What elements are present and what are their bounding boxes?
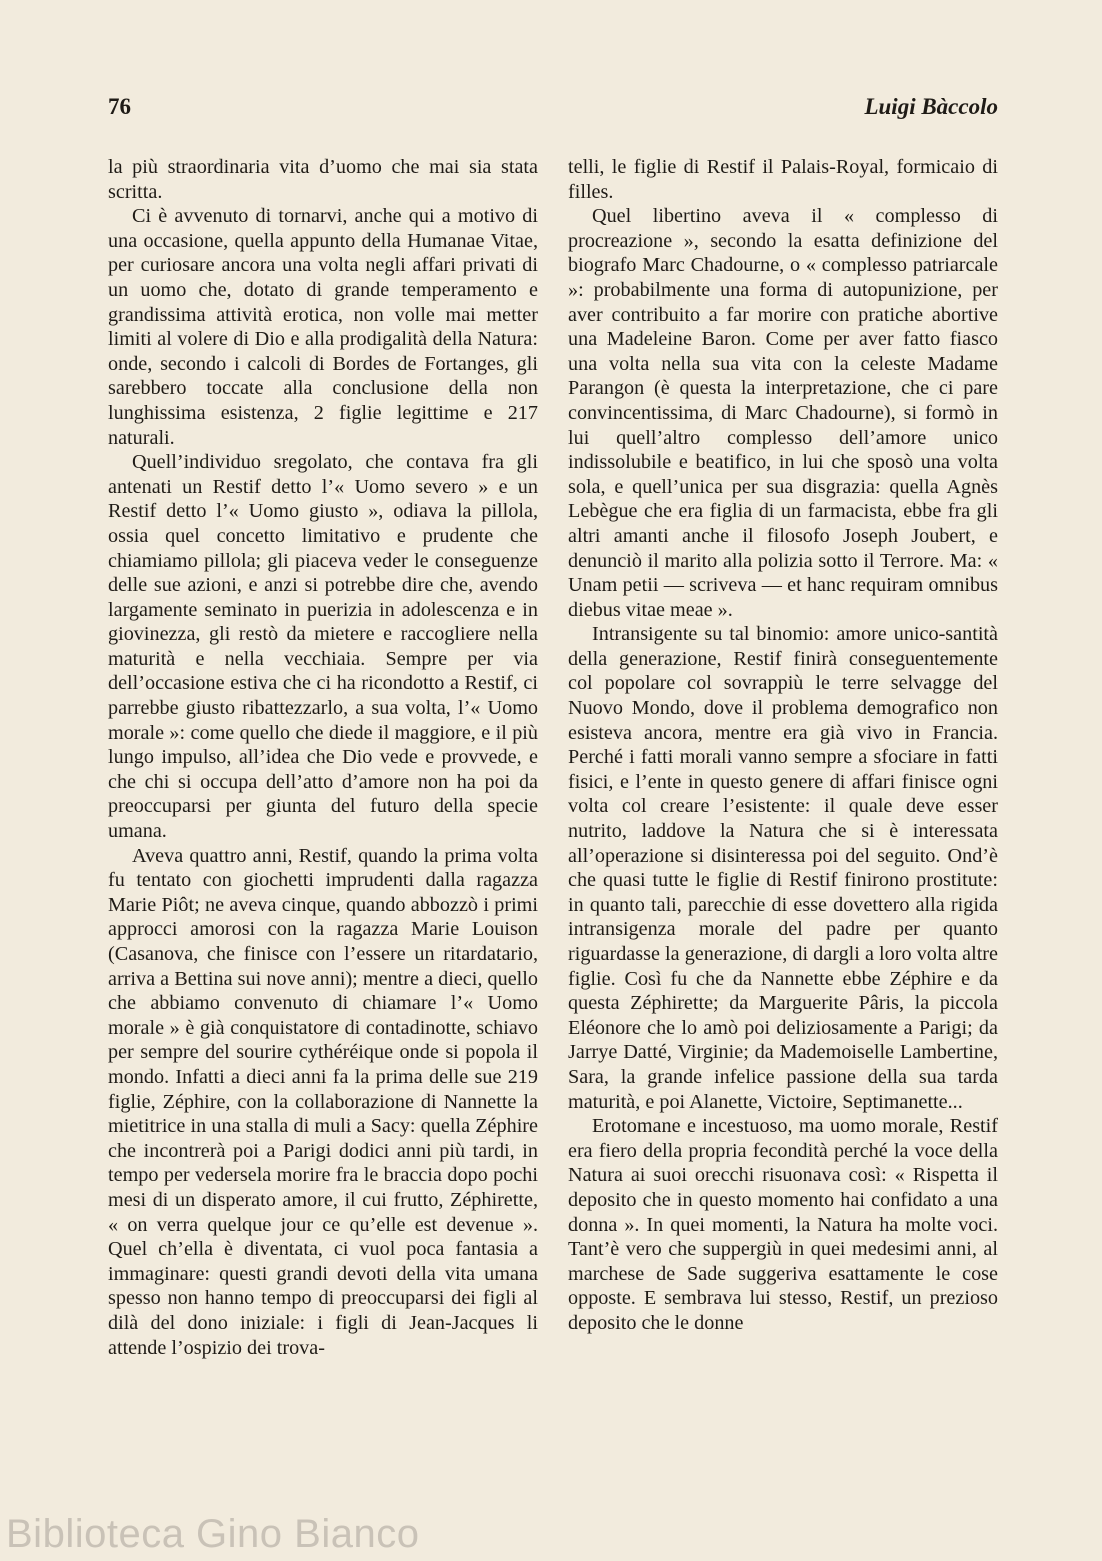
page-number: 76 xyxy=(108,94,131,119)
paragraph: Ci è avvenuto di tornarvi, anche qui a motivo di una occasione, quella appunto della Humanae Vitae, per curiosare ancora una volta negli affari privati di un uomo che, dotato di grande temperamento e grandissima attività erotica, non volle mai metter limiti al volere di Dio e alla prodigalità della Natura: onde, secondo i calcoli di Bordes de Fortanges, gli sarebbero toccate alla conclusione della non lunghissima esistenza, 2 figlie legittime e 217 naturali. xyxy=(108,205,538,449)
paragraph: Quel libertino aveva il « complesso di procreazione », secondo la esatta definizione del biografo Marc Chadourne, o « complesso patriarcale »: probabilmente una forma di autopunizione, per aver contribuito a far morire con pratiche abortive una Madeleine Baron. Come per aver fatto fiasco una volta nella sua vita con la celeste Madame Parangon (è questa la interpretazione, che ci pare convincentissima, di Marc Chadourne), si formò in lui quell’altro complesso dell’amore unico indissolubile e beatifico, in lui che sposò una volta sola, e quell’unica per sua disgrazia: quella Agnès Lebègue che era figlia di un farmacista, ebbe fra gli altri amanti anche il filosofo Joseph Joubert, e denunciò il marito alla polizia sotto il Terrore. Ma: « Unam petii — scriveva — et hanc requiram omnibus diebus vitae meae ». xyxy=(568,205,998,621)
right-column xyxy=(568,155,998,1336)
paragraph: Quell’individuo sregolato, che contava fra gli antenati un Restif detto l’« Uomo severo » e un Restif detto l’« Uomo giusto », odiava la pillola, ossia quel concetto limitativo e prudente che chiamiamo pillola; gli piaceva veder le conseguenze delle sue azioni, e anzi si potrebbe dire che, avendo largamente seminato in puerizia in adolescenza e in giovinezza, gli restò da mietere e raccogliere nella maturità e nella vecchiaia. Sempre per via dell’occasione estiva che ci ha ricondotto a Restif, ci parrebbe giusto ribattezzarlo, a sua volta, l’« Uomo morale »: come quello che diede il maggiore, e il più lungo impulso, all’idea che Dio vede e provvede, e che chi si occupa dell’atto d’amore non ha poi da preoccuparsi per giunta del futuro della specie umana. xyxy=(108,451,538,843)
running-header xyxy=(108,94,998,128)
author-name: Luigi Bàccolo xyxy=(864,94,998,119)
library-watermark: Biblioteca Gino Bianco xyxy=(6,1512,420,1556)
paragraph: Erotomane e incestuoso, ma uomo morale, Restif era fiero della propria fecondità perché la voce della Natura ai suoi orecchi risuonava così: « Rispetta il deposito che in questo momento hai confidato a una donna ». In quei momenti, la Natura ha molte voci. Tant’è vero che suppergiù in quei medesimi anni, al marchese de Sade suggeriva esattamente le cose opposte. E sembrava lui stesso, Restif, un prezioso deposito che le donne xyxy=(568,1115,998,1334)
paragraph: Intransigente su tal binomio: amore unico-santità della generazione, Restif finirà conseguentemente col popolare col sovrappiù le terre selvagge del Nuovo Mondo, dove il problema demografico non esisteva ancora, mentre era già vivo in Francia. Perché i fatti morali vanno sempre a sfociare in fatti fisici, e l’ente in questo genere di affari finisce ogni volta col creare l’esistente: il quale deve esser nutrito, laddove la Natura che si è interessata all’operazione si disinteressa poi del seguito. Ond’è che quasi tutte le figlie di Restif finirono prostitute: in quanto tali, parecchie di esse dovettero alla rigida intransigenza morale del padre per quanto riguardasse la generazione, di dargli a loro volta altre figlie. Così fu che da Nannette ebbe Zéphire e da questa Zéphirette; da Marguerite Pâris, la piccola Eléonore che lo amò poi deliziosamente a Parigi; da Jarrye Datté, Virginie; da Mademoiselle Lambertine, Sara, la grande infelice passione della sua tarda maturità, e poi Alanette, Victoire, Septimanette... xyxy=(568,623,998,1113)
paragraph: telli, le figlie di Restif il Palais-Royal, formicaio di filles. xyxy=(568,156,998,203)
paragraph: Aveva quattro anni, Restif, quando la prima volta fu tentato con giochetti imprudenti dalla ragazza Marie Piôt; ne aveva cinque, quando abbozzò i primi approcci amorosi con la ragazza Marie Louison (Casanova, che finisce con l’essere un ritardatario, arriva a Bettina sui nove anni); mentre a dieci, quello che abbiamo convenuto di chiamare l’« Uomo morale » è già conquistatore di contadinotte, schiavo per sempre del sourire cythéréique onde si popola il mondo. Infatti a dieci anni fa la prima delle sue 219 figlie, Zéphire, con la collaborazione di Nannette la mietitrice in una stalla di muli a Sacy: quella Zéphire che incontrerà poi a Parigi dodici anni più tardi, in tempo per vedersela morire fra le braccia dopo pochi mesi di un disperato amore, il cui frutto, Zéphirette, « on verra quelque jour ce qu’elle est devenue ». Quel ch’ella è diventata, ci vuol poca fantasia a immaginare: questi grandi devoti della vita umana spesso non hanno tempo di preoccuparsi dei figli al dilà del dono iniziale: i figli di Jean-Jacques li attende l’ospizio dei trova- xyxy=(108,844,538,1359)
left-column xyxy=(108,155,538,1360)
paragraph: la più straordinaria vita d’uomo che mai sia stata scritta. xyxy=(108,156,538,203)
